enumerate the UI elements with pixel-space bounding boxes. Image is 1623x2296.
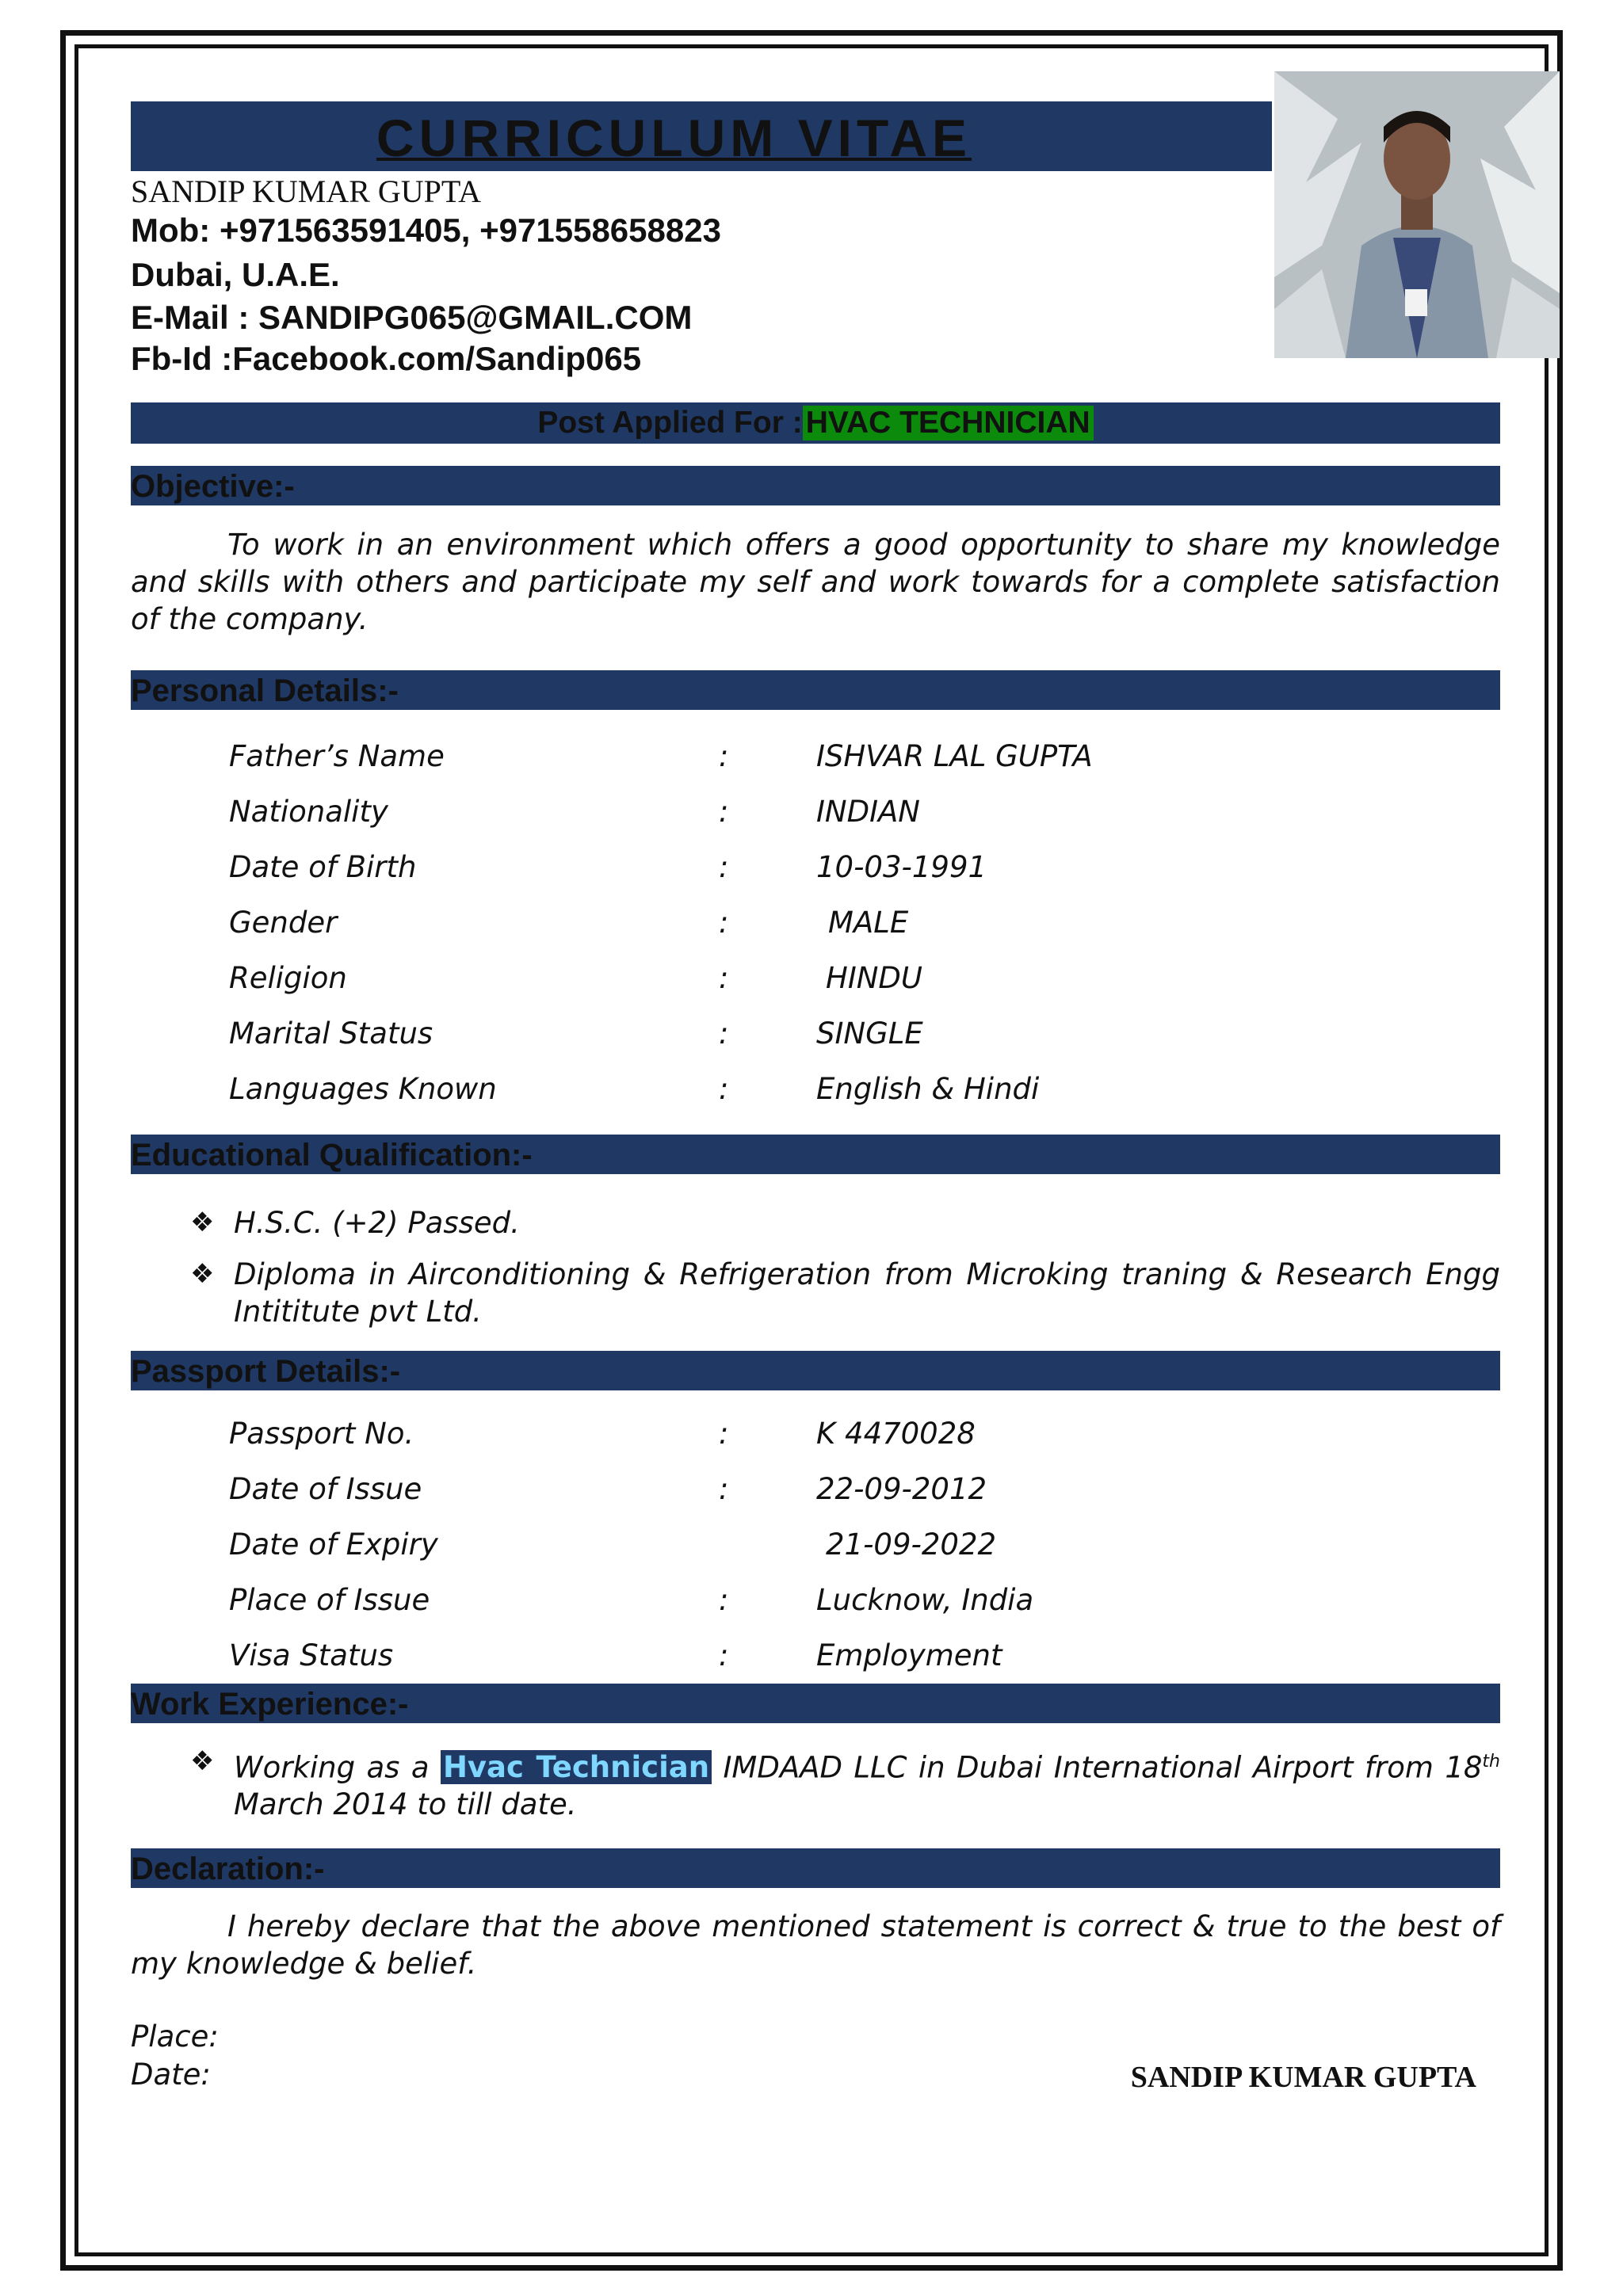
objective-text: To work in an environment which offers a good opportunity to share my knowledge and skills with others and participate my self and work towards for a complete satisfaction of the company. xyxy=(131,528,1500,636)
education-item: ❖ Diploma in Airconditioning & Refrigeration from Microking traning & Research Engg Intititute pvt Ltd. xyxy=(190,1257,1500,1329)
signature-name: SANDIP KUMAR GUPTA xyxy=(1130,2061,1476,2094)
diamond-bullet-icon: ❖ xyxy=(190,1258,215,1290)
passport-row: Place of Issue : Lucknow, India xyxy=(229,1583,1034,1617)
personal-row: Languages Known : English & Hindi xyxy=(229,1072,1040,1106)
person-photo-icon xyxy=(1274,71,1560,358)
passport-heading: Passport Details:- xyxy=(131,1354,401,1389)
resume-content xyxy=(131,0,1500,2296)
profile-photo xyxy=(1274,71,1560,358)
personal-row: Religion : HINDU xyxy=(229,961,922,995)
passport-row: Visa Status : Employment xyxy=(229,1638,1002,1672)
email: E-Mail : SANDIPG065@GMAIL.COM xyxy=(131,299,693,336)
declaration-text: I hereby declare that the above mentioned statement is correct & true to the best of my knowledge & belief. xyxy=(131,1909,1500,1981)
personal-row: Date of Birth : 10-03-1991 xyxy=(229,850,987,884)
passport-row: Passport No. : K 4470028 xyxy=(229,1417,976,1451)
location: Dubai, U.A.E. xyxy=(131,256,340,293)
post-applied-bar xyxy=(131,402,1500,444)
mobile-numbers: Mob: +971563591405, +971558658823 xyxy=(131,212,721,249)
diamond-bullet-icon: ❖ xyxy=(190,1745,215,1777)
personal-row: Nationality : INDIAN xyxy=(229,795,920,829)
diamond-bullet-icon: ❖ xyxy=(190,1207,215,1238)
passport-row: Date of Expiry 21-09-2022 xyxy=(229,1527,997,1562)
passport-row: Date of Issue : 22-09-2012 xyxy=(229,1472,987,1506)
personal-heading: Personal Details:- xyxy=(131,673,399,708)
role-highlight: Hvac Technician xyxy=(441,1750,712,1784)
work-heading: Work Experience:- xyxy=(131,1687,409,1722)
education-item: ❖ H.S.C. (+2) Passed. xyxy=(190,1206,520,1240)
personal-row: Gender : MALE xyxy=(229,906,909,940)
personal-row: Father’s Name : ISHVAR LAL GUPTA xyxy=(229,739,1093,773)
applicant-name: SANDIP KUMAR GUPTA xyxy=(131,174,482,209)
objective-heading: Objective:- xyxy=(131,469,295,504)
personal-row: Marital Status : SINGLE xyxy=(229,1016,923,1051)
facebook-id: Fb-Id :Facebook.com/Sandip065 xyxy=(131,340,642,377)
date-label: Date: xyxy=(131,2058,211,2092)
place-label: Place: xyxy=(131,2019,219,2054)
document-title: CURRICULUM VITAE xyxy=(376,109,972,167)
objective-heading-bar xyxy=(131,466,1500,505)
education-heading: Educational Qualification:- xyxy=(131,1138,533,1173)
post-applied-label: Post Applied For : xyxy=(537,406,803,440)
declaration-heading-bar xyxy=(131,1848,1500,1888)
declaration-heading: Declaration:- xyxy=(131,1852,325,1886)
work-item: ❖ Working as a Hvac Technician IMDAAD LLC in Dubai International Airport from 18th March 2014 to till date. xyxy=(190,1743,1500,1822)
post-applied-value: HVAC TECHNICIAN xyxy=(803,406,1094,441)
